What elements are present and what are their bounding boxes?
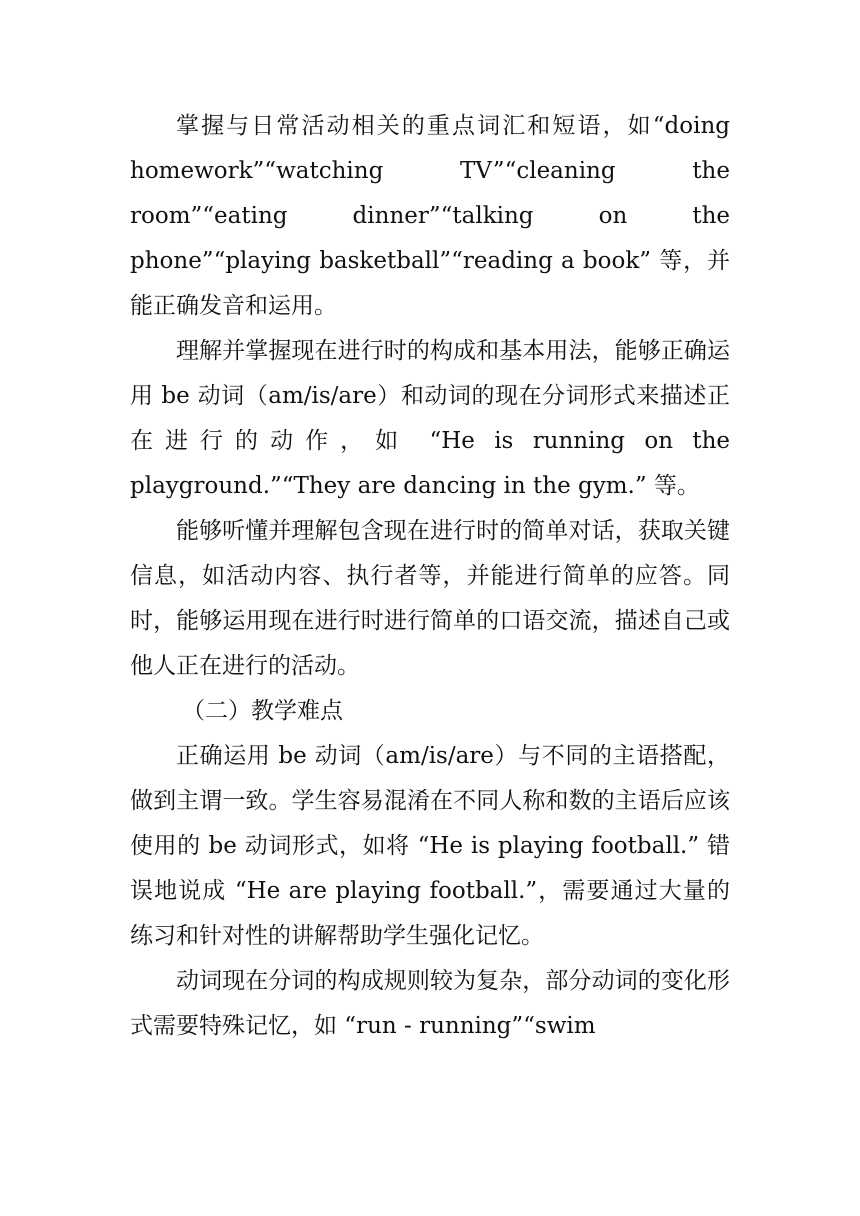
- section-heading-teaching-difficulties: （二）教学难点: [182, 698, 343, 724]
- document-body: [130, 104, 730, 1049]
- paragraph-subject-verb-agreement: 正确运用 be 动词（am/is/are）与不同的主语搭配，做到主谓一致。学生容易混淆在不同人称和数的主语后应该使用的 be 动词形式，如将 “He is playing football.” 错误地说成 “He are playing football.”，需要通过大量的练习和针对性的讲解帮助学生强化记忆。: [130, 743, 730, 949]
- paragraph-present-continuous-usage: 理解并掌握现在进行时的构成和基本用法，能够正确运用 be 动词（am/is/are）和动词的现在分词形式来描述正在进行的动作，如 “He is running on the playground.”“They are dancing in the gym.” 等。: [130, 338, 730, 499]
- paragraph-key-vocabulary: 掌握与日常活动相关的重点词汇和短语，如“doing homework”“watching TV”“cleaning the room”“eating dinner”“talking on the phone”“playing basketball”“reading a book” 等，并能正确发音和运用。: [130, 113, 730, 319]
- paragraph-listening-speaking: 能够听懂并理解包含现在进行时的简单对话，获取关键信息，如活动内容、执行者等，并能进行简单的应答。同时，能够运用现在进行时进行简单的口语交流，描述自己或他人正在进行的活动。: [130, 518, 730, 679]
- paragraph-present-participle-rules: 动词现在分词的构成规则较为复杂，部分动词的变化形式需要特殊记忆，如 “run - running”“swim: [130, 968, 730, 1039]
